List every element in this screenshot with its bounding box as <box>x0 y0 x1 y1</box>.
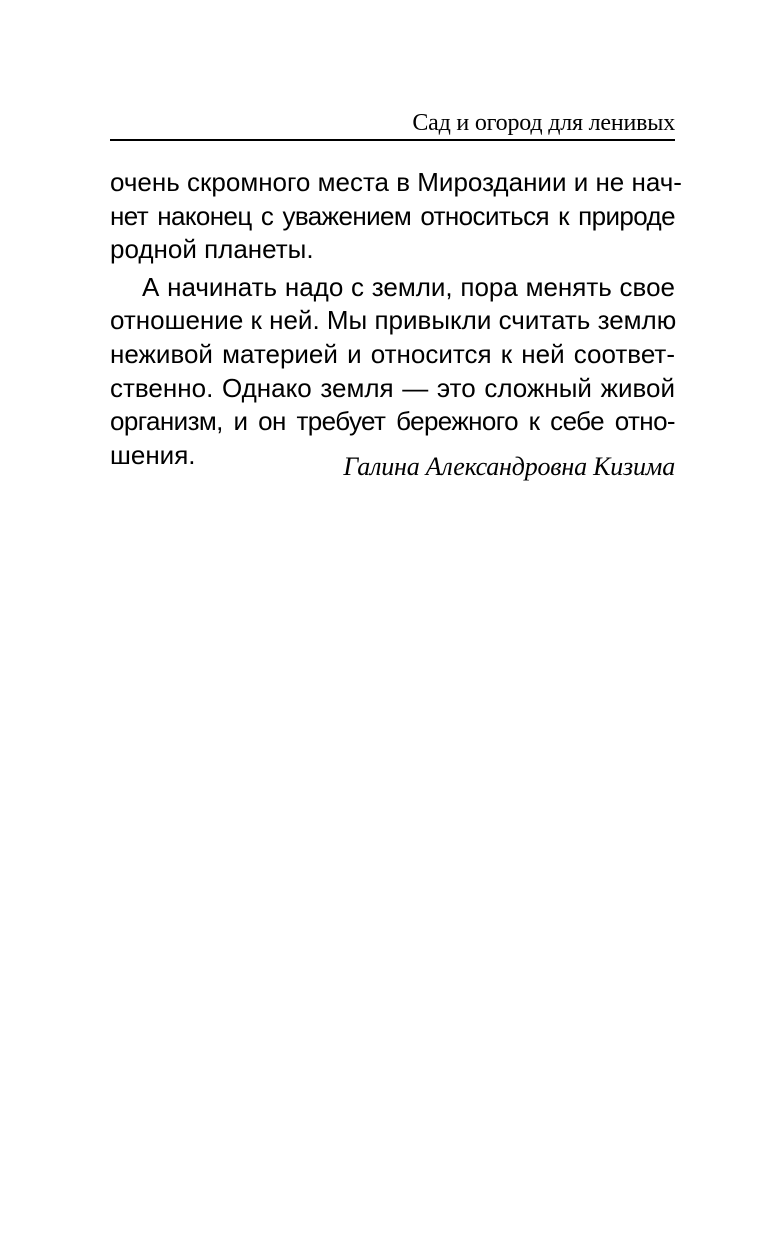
running-header: Сад и огород для ленивых <box>412 110 675 136</box>
book-page <box>110 0 682 1240</box>
header-rule <box>110 139 675 141</box>
text-line: шения. <box>110 439 196 470</box>
text-line: ственно. Однако земля — это сложный живой <box>110 372 675 403</box>
text-line: отношение к ней. Мы привыкли считать землю <box>110 305 677 336</box>
text-line: очень скромного места в Мироздании и не нач- <box>110 167 682 197</box>
text-line: родной планеты. <box>110 234 314 265</box>
text-line: нет наконец с уважением относиться к природе <box>110 200 675 231</box>
text-line: А начинать надо с земли, пора менять свое <box>142 271 675 302</box>
paragraph-2 <box>110 271 675 473</box>
text-line: неживой материей и относится к ней соответ- <box>110 338 675 369</box>
author-signature: Галина Александровна Кизима <box>343 452 675 481</box>
paragraph-1 <box>110 166 682 267</box>
text-line: организм, и он требует бережного к себе отно- <box>110 406 675 437</box>
body-text <box>110 166 682 472</box>
